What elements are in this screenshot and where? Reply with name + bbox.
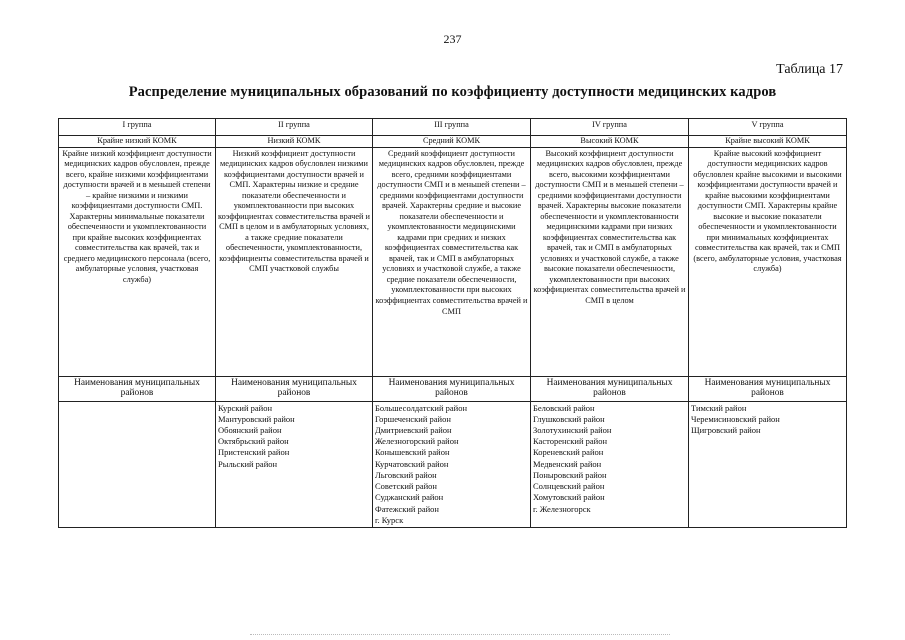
group-description-5: [689, 147, 847, 376]
group-description-4: [531, 147, 689, 376]
areas-label-2: Наименования муниципальных районов: [216, 376, 373, 401]
areas-list-2: [216, 401, 373, 527]
area-item: Беловский район: [533, 402, 595, 413]
group-level-1: Крайне низкий КОМК: [59, 136, 216, 148]
description-text: Средний коэффициент доступности медицинских кадров обусловлен, прежде всего, средними коэффициентами доступности СМП и в меньшей степени – средними коэффициентами доступности врачей. Характерны средние и высокие показатели обеспеченности и укомплектованности медицинскими кадрами при средних и низких коэффициентах совместительства как врачей, так и СМП в амбулаторных условиях и участковой службе, а также средние показатели обеспеченности, укомплектованности при высоких коэффициентах совместительства врачей и СМП: [375, 148, 528, 316]
area-item: Черемисиновский район: [691, 413, 780, 424]
areas-list-4: [531, 401, 689, 527]
area-item: Большесолдатский район: [375, 402, 468, 413]
area-item: Обоянский район: [218, 424, 282, 435]
areas-label-5: Наименования муниципальных районов: [689, 376, 847, 401]
area-item: Медвенский район: [533, 458, 602, 469]
group-name-5: V группа: [689, 119, 847, 136]
area-item: Пристенский район: [218, 447, 290, 458]
area-item: Золотухинский район: [533, 424, 612, 435]
areas-list-5: [689, 401, 847, 527]
area-item: г. Курск: [375, 514, 404, 525]
description-text: Крайне высокий коэффициент доступности медицинских кадров обусловлен крайне высокими и высокими коэффициентами доступности врачей и крайне высокими коэффициентами доступности СМП. Характерны крайне высокие и высокие показатели обеспеченности и укомплектованности при минимальных коэффициентах совместительства как врачей, так и СМП (всего, амбулаторные условия, участковая служба): [693, 148, 842, 274]
area-item: Суджанский район: [375, 492, 444, 503]
group-description-2: [216, 147, 373, 376]
level-row: [59, 136, 847, 148]
description-text: Крайне низкий коэффициент доступности медицинских кадров обусловлен, прежде всего, крайне низкими коэффициентами доступности врачей и в меньшей степени – крайне низкими и низкими коэффициентами доступности СМП. Характерны минимальные показатели обеспеченности и укомплектованности при крайне высоких коэффициентах совместительства как врачей, так и среднего медицинского персонала (всего, амбулаторные условия, участковая служба): [62, 148, 212, 284]
scan-artifact-line: [250, 634, 670, 636]
group-name-4: IV группа: [531, 119, 689, 136]
area-item: Горшеченский район: [375, 413, 451, 424]
description-text: Высокий коэффициент доступности медицинских кадров обусловлен, прежде всего, высокими коэффициентами доступности СМП и в меньшей степени – средними коэффициентами доступности врачей. Характерны высокие показатели обеспеченности и укомплектованности медицинскими кадрами при низких коэффициентах совместительства как врачей, так и СМП в амбулаторных условиях и участковой службе, а также высокие показатели обеспеченности, укомплектованности при высоких коэффициентах совместительства врачей и СМП в целом: [533, 148, 686, 305]
area-item: Рыльский район: [218, 458, 278, 469]
areas-list-1: [59, 401, 216, 527]
area-item: Октябрьский район: [218, 436, 289, 447]
group-name-1: I группа: [59, 119, 216, 136]
area-item: Мантуровский район: [218, 413, 295, 424]
group-description-3: [373, 147, 531, 376]
group-level-3: Средний КОМК: [373, 136, 531, 148]
area-item: Курский район: [218, 402, 273, 413]
area-item: Железногорский район: [375, 436, 459, 447]
group-level-2: Низкий КОМК: [216, 136, 373, 148]
group-name-2: II группа: [216, 119, 373, 136]
area-item: г. Железногорск: [533, 503, 591, 514]
table-number: Таблица 17: [776, 62, 843, 77]
group-name-3: III группа: [373, 119, 531, 136]
group-header-row: [59, 119, 847, 136]
description-row: [59, 147, 847, 376]
areas-label-row: [59, 376, 847, 401]
areas-label-4: Наименования муниципальных районов: [531, 376, 689, 401]
area-item: Дмитриевский район: [375, 424, 452, 435]
areas-list-3: [373, 401, 531, 527]
group-description-1: [59, 147, 216, 376]
area-item: Хомутовский район: [533, 492, 605, 503]
area-item: Касторенский район: [533, 436, 608, 447]
description-text: Низкий коэффициент доступности медицинских кадров обусловлен низкими коэффициентами доступности врачей и СМП. Характерны низкие и средние показатели обеспеченности и укомплектованности при высоких коэффициентах совместительства врачей и СМП в целом и в амбулаторных условиях, а также средние показатели обеспеченности, укомплектованности, коэффициенты совместительства врачей и СМП участковой службы: [218, 148, 370, 274]
area-item: Тимский район: [691, 402, 747, 413]
areas-label-1: Наименования муниципальных районов: [59, 376, 216, 401]
area-item: Советский район: [375, 481, 437, 492]
group-level-4: Высокий КОМК: [531, 136, 689, 148]
area-item: Кореневский район: [533, 447, 604, 458]
table-title: Распределение муниципальных образований по коэффициенту доступности медицинских кадров: [128, 84, 777, 100]
area-item: Конышевский район: [375, 447, 450, 458]
distribution-table: [58, 118, 847, 528]
area-item: Щигровский район: [691, 424, 761, 435]
area-item: Поныровский район: [533, 469, 607, 480]
area-item: Глушковский район: [533, 413, 605, 424]
area-item: Фатежский район: [375, 503, 439, 514]
area-item: Курчатовский район: [375, 458, 449, 469]
area-item: Солнцевский район: [533, 481, 605, 492]
page-number: 237: [443, 32, 462, 46]
group-level-5: Крайне высокий КОМК: [689, 136, 847, 148]
area-item: Льговский район: [375, 469, 437, 480]
areas-label-3: Наименования муниципальных районов: [373, 376, 531, 401]
areas-list-row: [59, 401, 847, 527]
